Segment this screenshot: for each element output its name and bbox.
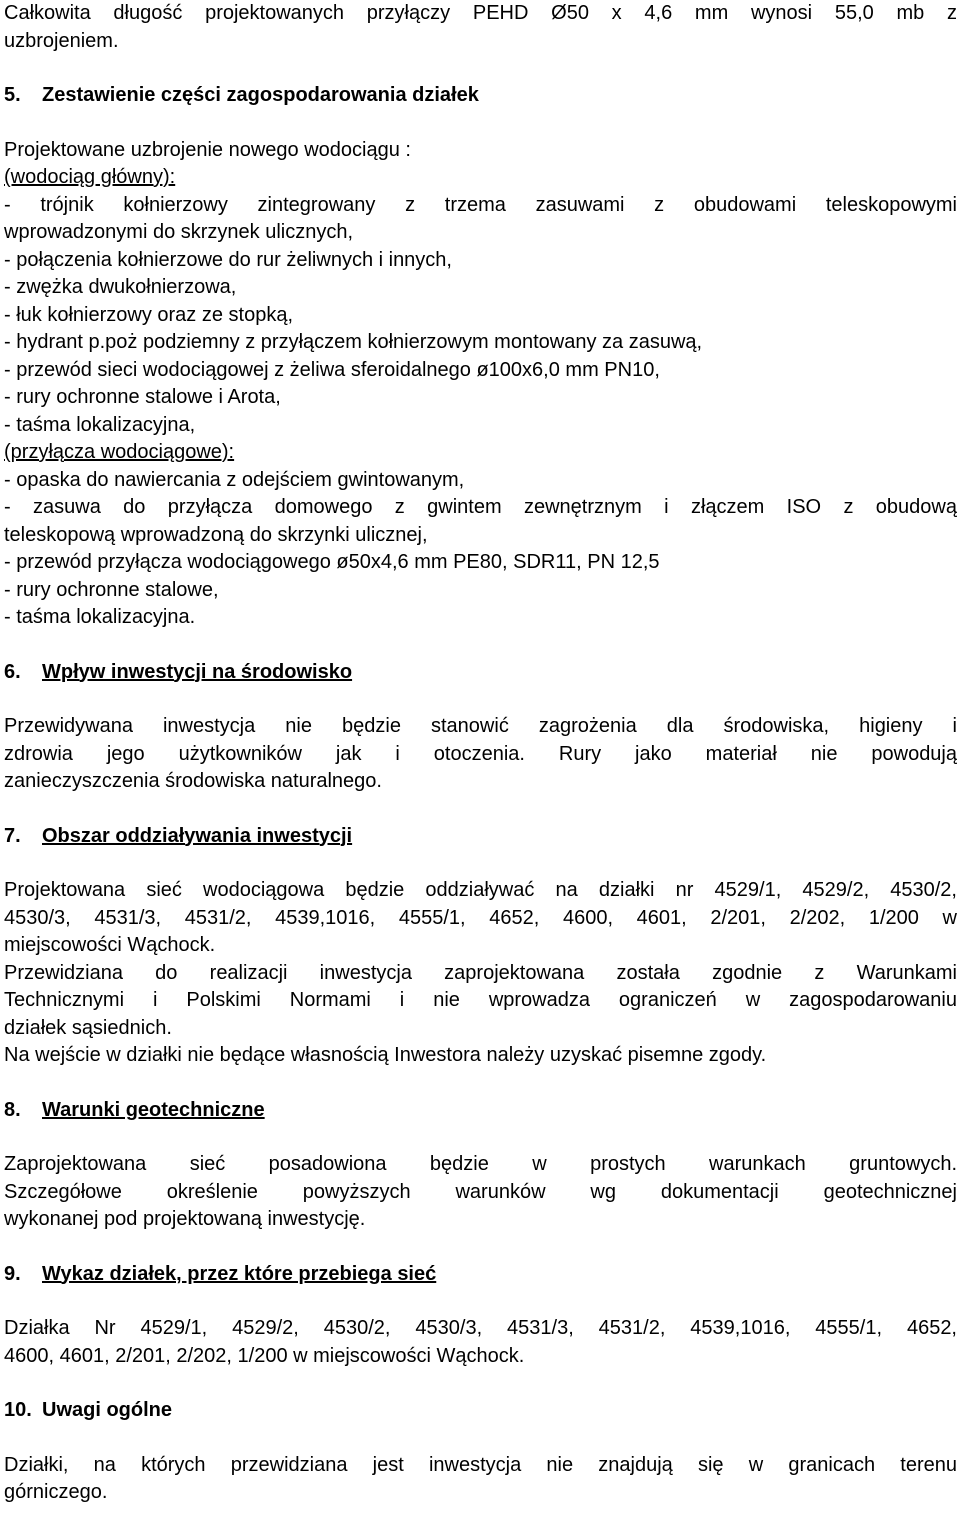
- section-5-line: - rury ochronne stalowe i Arota,: [4, 386, 281, 408]
- section-5-line: - przewód sieci wodociągowej z żeliwa sferoidalnego ø100x6,0 mm PN10,: [4, 358, 660, 381]
- section-5-line: Projektowane uzbrojenie nowego wodociągu :: [4, 138, 411, 161]
- section-9-heading: [4, 1261, 957, 1289]
- section-10-line: Działki, na których przewidziana jest inwestycja nie znajdują się w granicach terenu: [4, 1453, 957, 1476]
- document-page: [4, 0, 957, 1507]
- section-9-number: 9.: [4, 1262, 21, 1285]
- section-5-line: (wodociąg główny):: [4, 166, 176, 188]
- section-6-line: Przewidywana inwestycja nie będzie stanowić zagrożenia dla środowiska, higieny i: [4, 715, 957, 737]
- section-8-title: Warunki geotechniczne: [42, 1098, 265, 1121]
- section-6-line: zdrowia jego użytkowników jak i otoczenia. Rury jako materiał nie powodują: [4, 742, 957, 765]
- section-5-line: - zwężka dwukołnierzowa,: [4, 276, 237, 298]
- section-7-number: 7.: [4, 824, 21, 847]
- section-7-heading: [4, 823, 957, 851]
- section-5-line: - taśma lokalizacyjna,: [4, 413, 196, 436]
- section-7-line: działek sąsiednich.: [4, 1016, 172, 1039]
- section-7-line: miejscowości Wąchock.: [4, 934, 216, 956]
- section-8-line: Szczegółowe określenie powyższych warunków wg dokumentacji geotechnicznej: [4, 1180, 957, 1203]
- section-5-line: - rury ochronne stalowe,: [4, 578, 219, 601]
- section-7-line: Projektowana sieć wodociągowa będzie oddziaływać na działki nr 4529/1, 4529/2, 4530/2,: [4, 879, 957, 901]
- section-7-line: Technicznymi i Polskimi Normami i nie wprowadza ograniczeń w zagospodarowaniu: [4, 989, 957, 1011]
- section-7-line: Na wejście w działki nie będące własnością Inwestora należy uzyskać pisemne zgody.: [4, 1044, 767, 1066]
- section-5-line: - łuk kołnierzowy oraz ze stopką,: [4, 303, 294, 326]
- section-5-line: - trójnik kołnierzowy zintegrowany z trzema zasuwami z obudowami teleskopowymi: [4, 193, 957, 216]
- section-5-line: - zasuwa do przyłącza domowego z gwintem zewnętrznym i złączem ISO z obudową: [4, 496, 957, 518]
- section-5-line: - przewód przyłącza wodociągowego ø50x4,6 mm PE80, SDR11, PN 12,5: [4, 551, 660, 573]
- section-10-title: Uwagi ogólne: [42, 1399, 172, 1421]
- section-6-line: zanieczyszczenia środowiska naturalnego.: [4, 770, 382, 792]
- section-8-heading: [4, 1097, 957, 1125]
- section-10-line: górniczego.: [4, 1481, 108, 1503]
- section-5-line: (przyłącza wodociągowe):: [4, 441, 235, 463]
- intro-line-1: Całkowita długość projektowanych przyłączy PEHD Ø50 x 4,6 mm wynosi 55,0 mb z: [4, 2, 957, 24]
- section-5-heading: [4, 82, 957, 110]
- section-5-line: - opaska do nawiercania z odejściem gwintowanym,: [4, 468, 465, 491]
- section-9-title: Wykaz działek, przez które przebiega sieć: [42, 1262, 437, 1285]
- section-8-line: Zaprojektowana sieć posadowiona będzie w prostych warunkach gruntowych.: [4, 1153, 957, 1175]
- section-5-line: - połączenia kołnierzowe do rur żeliwnych i innych,: [4, 248, 452, 271]
- section-5-title: Zestawienie części zagospodarowania działek: [42, 84, 479, 106]
- section-5-line: wprowadzonymi do skrzynek ulicznych,: [4, 221, 354, 243]
- section-9-line: 4600, 4601, 2/201, 2/202, 1/200 w miejscowości Wąchock.: [4, 1344, 525, 1367]
- section-6-heading: [4, 659, 957, 687]
- section-5-line: - taśma lokalizacyjna.: [4, 606, 196, 628]
- section-5-line: teleskopową wprowadzoną do skrzynki ulicznej,: [4, 523, 428, 546]
- section-7-line: 4530/3, 4531/3, 4531/2, 4539,1016, 4555/1, 4652, 4600, 4601, 2/201, 2/202, 1/200 w: [4, 906, 957, 929]
- section-6-number: 6.: [4, 660, 21, 683]
- section-7-title: Obszar oddziaływania inwestycji: [42, 824, 353, 847]
- section-5-line: - hydrant p.poż podziemny z przyłączem kołnierzowym montowany za zasuwą,: [4, 331, 703, 353]
- intro-line-2: uzbrojeniem.: [4, 29, 119, 52]
- section-8-number: 8.: [4, 1098, 21, 1121]
- section-10-number: 10.: [4, 1399, 32, 1421]
- section-9-line: Działka Nr 4529/1, 4529/2, 4530/2, 4530/3, 4531/3, 4531/2, 4539,1016, 4555/1, 4652,: [4, 1317, 957, 1339]
- section-7-line: Przewidziana do realizacji inwestycja zaprojektowana została zgodnie z Warunkami: [4, 961, 957, 984]
- section-8-line: wykonanej pod projektowaną inwestycję.: [4, 1208, 366, 1230]
- section-10-heading: [4, 1397, 957, 1425]
- section-5-number: 5.: [4, 84, 21, 106]
- section-6-title: Wpływ inwestycji na środowisko: [42, 660, 353, 683]
